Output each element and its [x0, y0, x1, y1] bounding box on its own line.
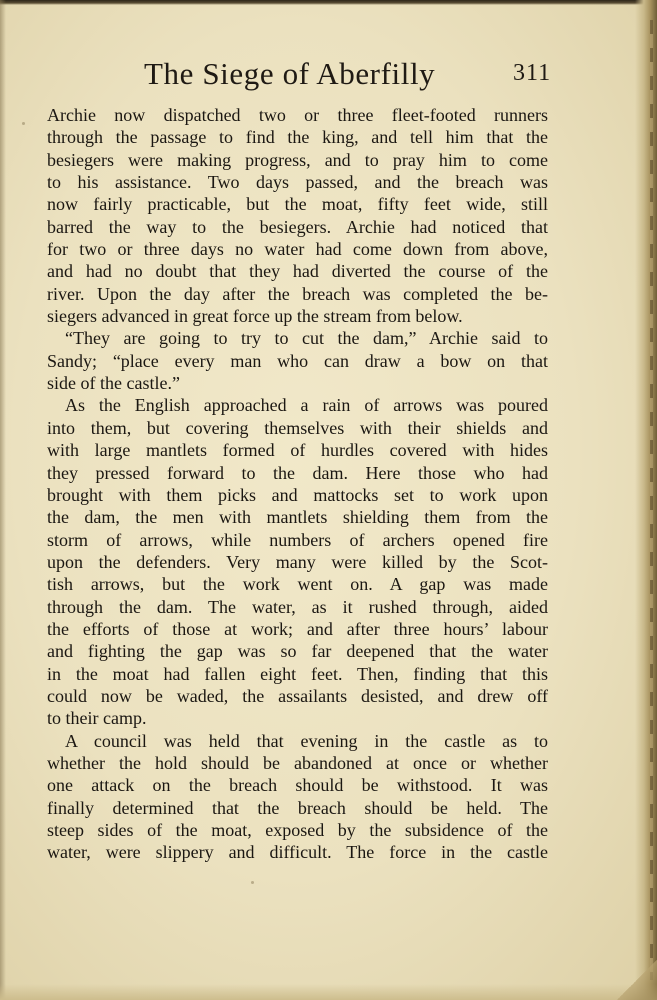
text-line: to his assistance. Two days passed, and the breach was	[47, 172, 548, 193]
text-line: barred the way to the besiegers. Archie had noticed that	[47, 216, 548, 237]
text-line: brought with them picks and mattocks set to work upon	[47, 484, 548, 505]
text-line: siegers advanced in great force up the stream from below.	[47, 306, 463, 327]
text-line: through the passage to find the king, and tell him that the	[47, 127, 548, 148]
page-corner-fold	[617, 960, 657, 1000]
page-number: 311	[513, 60, 552, 86]
text-line: side of the castle.”	[47, 373, 180, 394]
text-line: now fairly practicable, but the moat, fifty feet wide, still	[47, 194, 548, 215]
page-right-edge	[635, 0, 657, 1000]
page-top-edge	[0, 0, 657, 5]
page-left-edge	[0, 0, 6, 1000]
text-line: and fighting the gap was so far deepened that the water	[47, 641, 548, 662]
text-line: with large mantlets formed of hurdles covered with hides	[47, 440, 548, 461]
text-line: in the moat had fallen eight feet. Then, finding that this	[47, 663, 548, 684]
body-text	[47, 104, 548, 864]
text-line: one attack on the breach should be withstood. It was	[47, 775, 548, 796]
page-header	[0, 56, 657, 100]
text-line: tish arrows, but the work went on. A gap was made	[47, 574, 548, 595]
text-line: could now be waded, the assailants desisted, and drew off	[47, 685, 548, 706]
binding-stitching	[650, 20, 653, 980]
text-line: they pressed forward to the dam. Here those who had	[47, 462, 548, 483]
text-line: “They are going to try to cut the dam,” Archie said to	[65, 328, 548, 349]
text-line: storm of arrows, while numbers of archers opened fire	[47, 529, 548, 550]
text-line: for two or three days no water had come down from above,	[47, 239, 548, 260]
text-line: As the English approached a rain of arrows was poured	[65, 395, 548, 416]
paper-speck	[251, 881, 254, 884]
text-line: Archie now dispatched two or three fleet-footed runners	[47, 105, 548, 125]
page-bottom-edge	[0, 984, 657, 1000]
text-line: finally determined that the breach should be held. The	[47, 797, 548, 818]
text-line: steep sides of the moat, exposed by the subsidence of the	[47, 820, 548, 840]
text-line: and had no doubt that they had diverted the course of the	[47, 261, 548, 282]
text-line: river. Upon the day after the breach was completed the be-	[47, 283, 548, 304]
text-line: the dam, the men with mantlets shielding them from the	[47, 507, 548, 528]
text-line: besiegers were making progress, and to pray him to come	[47, 149, 548, 170]
text-line: to their camp.	[47, 708, 147, 729]
text-line: upon the defenders. Very many were killed by the Scot-	[47, 551, 548, 572]
paper-speck	[22, 122, 25, 125]
text-line: the efforts of those at work; and after three hours’ labour	[47, 618, 548, 639]
text-line: into them, but covering themselves with their shields and	[47, 417, 548, 438]
text-line: water, were slippery and difficult. The force in the castle	[47, 842, 548, 863]
text-line: A council was held that evening in the castle as to	[65, 730, 548, 751]
text-line: Sandy; “place every man who can draw a bow on that	[47, 350, 548, 371]
text-line: through the dam. The water, as it rushed through, aided	[47, 596, 548, 617]
text-line: whether the hold should be abandoned at once or whether	[47, 752, 548, 773]
running-title: The Siege of Aberfilly	[144, 56, 436, 91]
